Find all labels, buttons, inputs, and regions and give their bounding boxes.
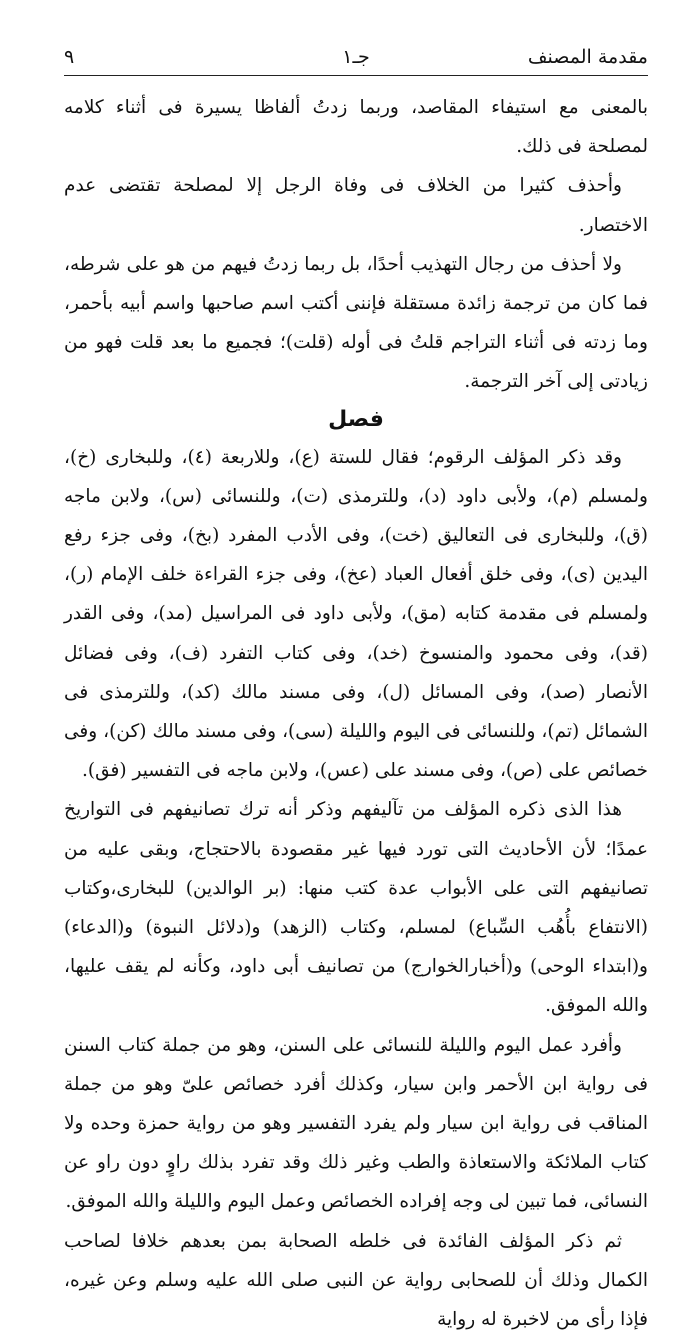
volume-label: جـ١ [342, 46, 370, 68]
paragraph: وأحذف كثيرا من الخلاف فى وفاة الرجل إلا لمصلحة تقتضى عدم الاختصار. [64, 175, 648, 236]
section-heading: فصل [328, 406, 384, 432]
paragraph: وأفرد عمل اليوم والليلة للنسائى على السنن، وهو من جملة كتاب السنن فى رواية ابن الأحمر وابن سيار، وكذلك أفرد خصائص علىّ وهو من جملة المناقب فى رواية ابن سيار ولم يفرد التفسير وهو من رواية حمزة وحده ولا كتاب الملائكة والاستعاذة والطب وغير ذلك وقد تفرد بذلك راوٍ دون راو عن النسائى، فما تبين لى وجه إفراده الخصائص وعمل اليوم والليلة والله الموفق. [64, 1034, 648, 1213]
paragraph: بالمعنى مع استيفاء المقاصد، وربما زدتُ ألفاظا يسيرة فى أثناء كلامه لمصلحة فى ذلك. [64, 97, 648, 158]
page-header [64, 44, 648, 74]
page-number: ٩ [64, 46, 75, 68]
page-body [64, 88, 648, 1339]
paragraph: وقد ذكر المؤلف الرقوم؛ فقال للستة (ع)، وللاربعة (٤)، وللبخارى (خ)، ولمسلم (م)، ولأبى داود (د)، وللترمذى (ت)، وللنسائى (س)، ولابن ماجه (ق)، وللبخارى فى التعاليق (خت)، وفى الأدب المفرد (بخ)، وفى جزء رفع اليدين (ى)، وفى خلق أفعال العباد (عخ)، وفى جزء القراءة خلف الإمام (ر)، ولمسلم فى مقدمة كتابه (مق)، ولأبى داود فى المراسيل (مد)، وفى القدر (قد)، وفى محمود والمنسوخ (خد)، وفى كتاب التفرد (ف)، وفى فضائل الأنصار (صد)، وفى المسائل (ل)، وفى مسند مالك (كد)، وللترمذى فى الشمائل (تم)، وللنسائى فى اليوم والليلة (سى)، وفى مسند مالك (كن)، وفى خصائص على (ص)، وفى مسند على (عس)، ولابن ماجه فى التفسير (فق). [64, 446, 648, 782]
paragraph: هذا الذى ذكره المؤلف من تآليفهم وذكر أنه ترك تصانيفهم فى التواريخ عمدًا؛ لأن الأحاديث التى تورد فيها غير مقصودة بالاحتجاج، وبقى عليه من تصانيفهم التى على الأبواب عدة كتب منها: (بر الوالدين) للبخارى،وكتاب (الانتفاع بأُهُب السِّباع) لمسلم، وكتاب (الزهد) و(دلائل النبوة) و(الدعاء) و(ابتداء الوحى) و(أخبارالخوارج) من تصانيف أبى داود، وكأنه لم يقف عليها، والله الموفق. [64, 799, 648, 1017]
paragraph: ثم ذكر المؤلف الفائدة فى خلطه الصحابة بمن بعدهم خلافا لصاحب الكمال وذلك أن للصحابى رواية عن النبى صلى الله عليه وسلم وعن غيره، فإذا رأى من لاخبرة له رواية [64, 1230, 648, 1331]
paragraph: ولا أحذف من رجال التهذيب أحدًا، بل ربما زدتُ فيهم من هو على شرطه، فما كان من ترجمة زائدة مستقلة فإننى أكتب اسم صاحبها واسم أبيه بأحمر، وما زدته فى أثناء التراجم قلتُ فى أوله (قلت)؛ فجميع ما بعد قلت فهو من زيادتى إلى آخر الترجمة. [64, 253, 648, 393]
header-rule [64, 75, 648, 76]
chapter-title: مقدمة المصنف [527, 46, 648, 68]
